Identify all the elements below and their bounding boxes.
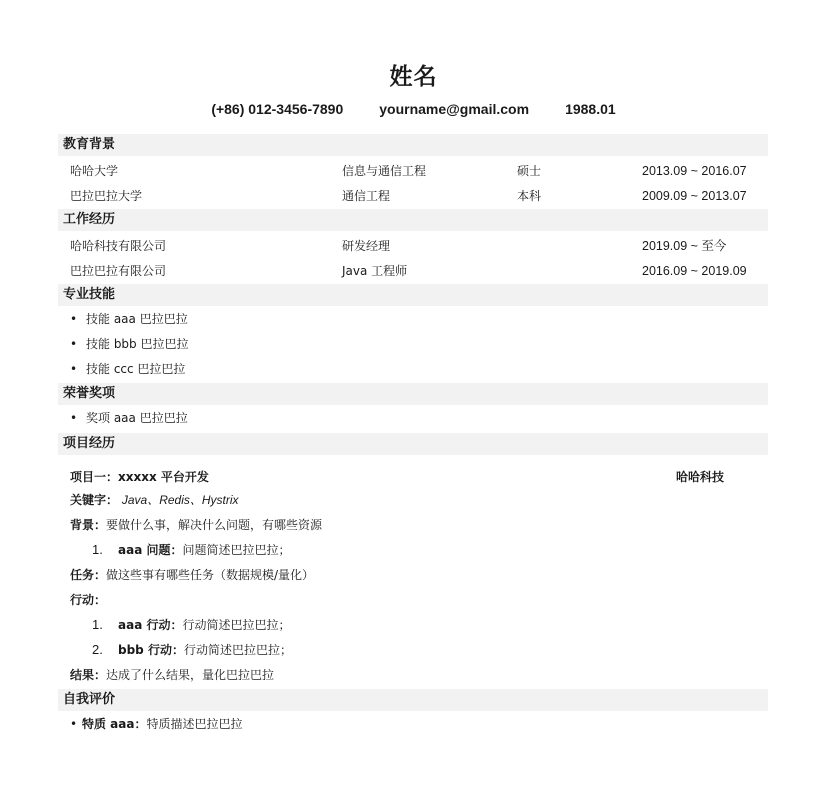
bullet-icon: • — [70, 362, 78, 376]
project-title: 项目一：xxxxx 平台开发 — [70, 470, 209, 484]
job-position: Java 工程师 — [342, 264, 408, 278]
skill-item: • 技能 aaa 巴拉巴拉 — [70, 309, 188, 329]
bullet-icon: • — [70, 337, 78, 351]
skill-item: • 技能 ccc 巴拉巴拉 — [70, 359, 185, 379]
email-address: yourname@gmail.com — [379, 101, 530, 117]
work-period: 2019.09 ~ 至今 — [642, 239, 727, 253]
job-position: 研发经理 — [342, 239, 391, 253]
work-row — [0, 261, 827, 281]
company-name: 巴拉巴拉有限公司 — [70, 264, 167, 278]
section-projects-title: 项目经历 — [58, 433, 768, 455]
section-skills-title: 专业技能 — [58, 284, 768, 306]
education-period: 2013.09 ~ 2016.07 — [642, 164, 747, 178]
education-period: 2009.09 ~ 2013.07 — [642, 189, 747, 203]
bullet-icon: • — [70, 411, 78, 425]
project-company: 哈哈科技 — [676, 470, 725, 484]
resume-name: 姓名 — [389, 64, 438, 90]
major: 信息与通信工程 — [342, 164, 427, 178]
work-row — [0, 236, 827, 256]
section-self-eval-title: 自我评价 — [58, 689, 768, 711]
bullet-icon: • — [70, 312, 78, 326]
school-name: 巴拉巴拉大学 — [70, 189, 143, 203]
degree: 硕士 — [517, 164, 542, 178]
section-education-title: 教育背景 — [58, 134, 768, 156]
contact-info — [0, 101, 827, 117]
project-action-label: 行动： — [70, 593, 107, 607]
birth-date: 1988.01 — [565, 101, 616, 117]
phone-number: (+86) 012-3456-7890 — [211, 101, 344, 117]
project-action-item: 1. aaa 行动：行动简述巴拉巴拉； — [92, 617, 291, 632]
school-name: 哈哈大学 — [70, 164, 119, 178]
major: 通信工程 — [342, 189, 391, 203]
project-problem: 1. aaa 问题：问题简述巴拉巴拉； — [92, 542, 291, 557]
honor-item: • 奖项 aaa 巴拉巴拉 — [70, 408, 188, 428]
project-keywords: 关键字： Java、Redis、Hystrix — [70, 493, 239, 507]
bullet-icon: • — [70, 717, 78, 731]
project-background: 背景：要做什么事，解决什么问题，有哪些资源 — [70, 518, 323, 532]
work-period: 2016.09 ~ 2019.09 — [642, 264, 747, 278]
section-work-title: 工作经历 — [58, 209, 768, 231]
skill-item: • 技能 bbb 巴拉巴拉 — [70, 334, 188, 354]
company-name: 哈哈科技有限公司 — [70, 239, 167, 253]
education-row — [0, 161, 827, 181]
project-task: 任务：做这些事有哪些任务（数据规模/量化） — [70, 568, 315, 582]
project-action-item: 2. bbb 行动：行动简述巴拉巴拉； — [92, 642, 292, 657]
degree: 本科 — [517, 189, 542, 203]
section-honors-title: 荣誉奖项 — [58, 383, 768, 405]
project-result: 结果：达成了什么结果，量化巴拉巴拉 — [70, 668, 275, 682]
self-eval-item: • 特质 aaa：特质描述巴拉巴拉 — [70, 714, 243, 734]
education-row — [0, 186, 827, 206]
